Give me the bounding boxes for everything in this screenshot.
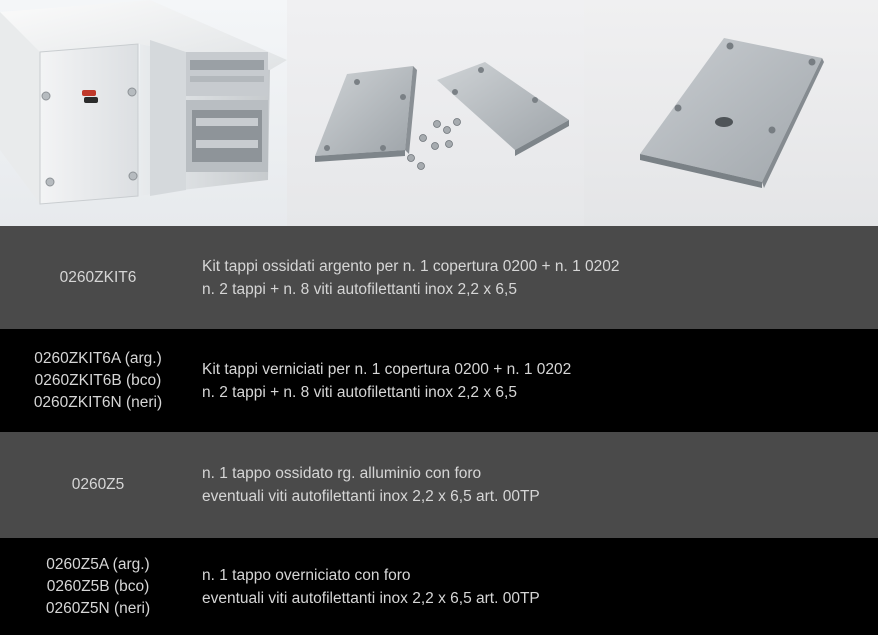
product-code-cell: [0, 267, 196, 289]
product-code: 0260Z5: [71, 476, 125, 493]
product-code: 0260Z5B (bco): [46, 577, 150, 595]
description-line: eventuali viti autofilettanti inox 2,2 x 6,5 art. 00TP: [202, 589, 540, 607]
table-row: [0, 226, 878, 329]
product-code: 0260Z5A (arg.): [46, 555, 150, 573]
product-photos: [0, 0, 878, 226]
description-cell: [196, 255, 878, 301]
product-code: 0260ZKIT6: [59, 268, 137, 286]
product-code-cell: [0, 554, 196, 620]
description-line: n. 1 tappo ossidato rg. alluminio con foro: [202, 465, 482, 482]
product-code-cell: [0, 348, 196, 414]
description-cell: [196, 564, 878, 610]
table-row: [0, 329, 878, 432]
profile-with-end-cap-photo: [0, 0, 287, 226]
description-line: Kit tappi verniciati per n. 1 copertura 0200 + n. 1 0202: [202, 360, 572, 378]
end-caps-and-screws-photo: [287, 0, 584, 226]
description-line: n. 2 tappi + n. 8 viti autofilettanti inox 2,2 x 6,5: [202, 280, 517, 298]
product-code-cell: [0, 474, 196, 496]
product-code: 0260ZKIT6N (neri): [33, 393, 163, 411]
product-code: 0260ZKIT6A (arg.): [34, 349, 162, 367]
description-line: Kit tappi ossidati argento per n. 1 copertura 0200 + n. 1 0202: [202, 257, 620, 275]
description-cell: [196, 462, 878, 508]
product-code: 0260Z5N (neri): [45, 599, 151, 617]
description-cell: [196, 358, 878, 404]
description-line: n. 2 tappi + n. 8 viti autofilettanti inox 2,2 x 6,5: [202, 383, 517, 401]
product-code: 0260ZKIT6B (bco): [34, 371, 162, 389]
table-row: [0, 538, 878, 635]
table-row: [0, 432, 878, 538]
description-line: n. 1 tappo overniciato con foro: [202, 566, 411, 584]
description-line: eventuali viti autofilettanti inox 2,2 x 6,5 art. 00TP: [202, 488, 540, 505]
end-cap-with-hole-photo: [584, 0, 878, 226]
